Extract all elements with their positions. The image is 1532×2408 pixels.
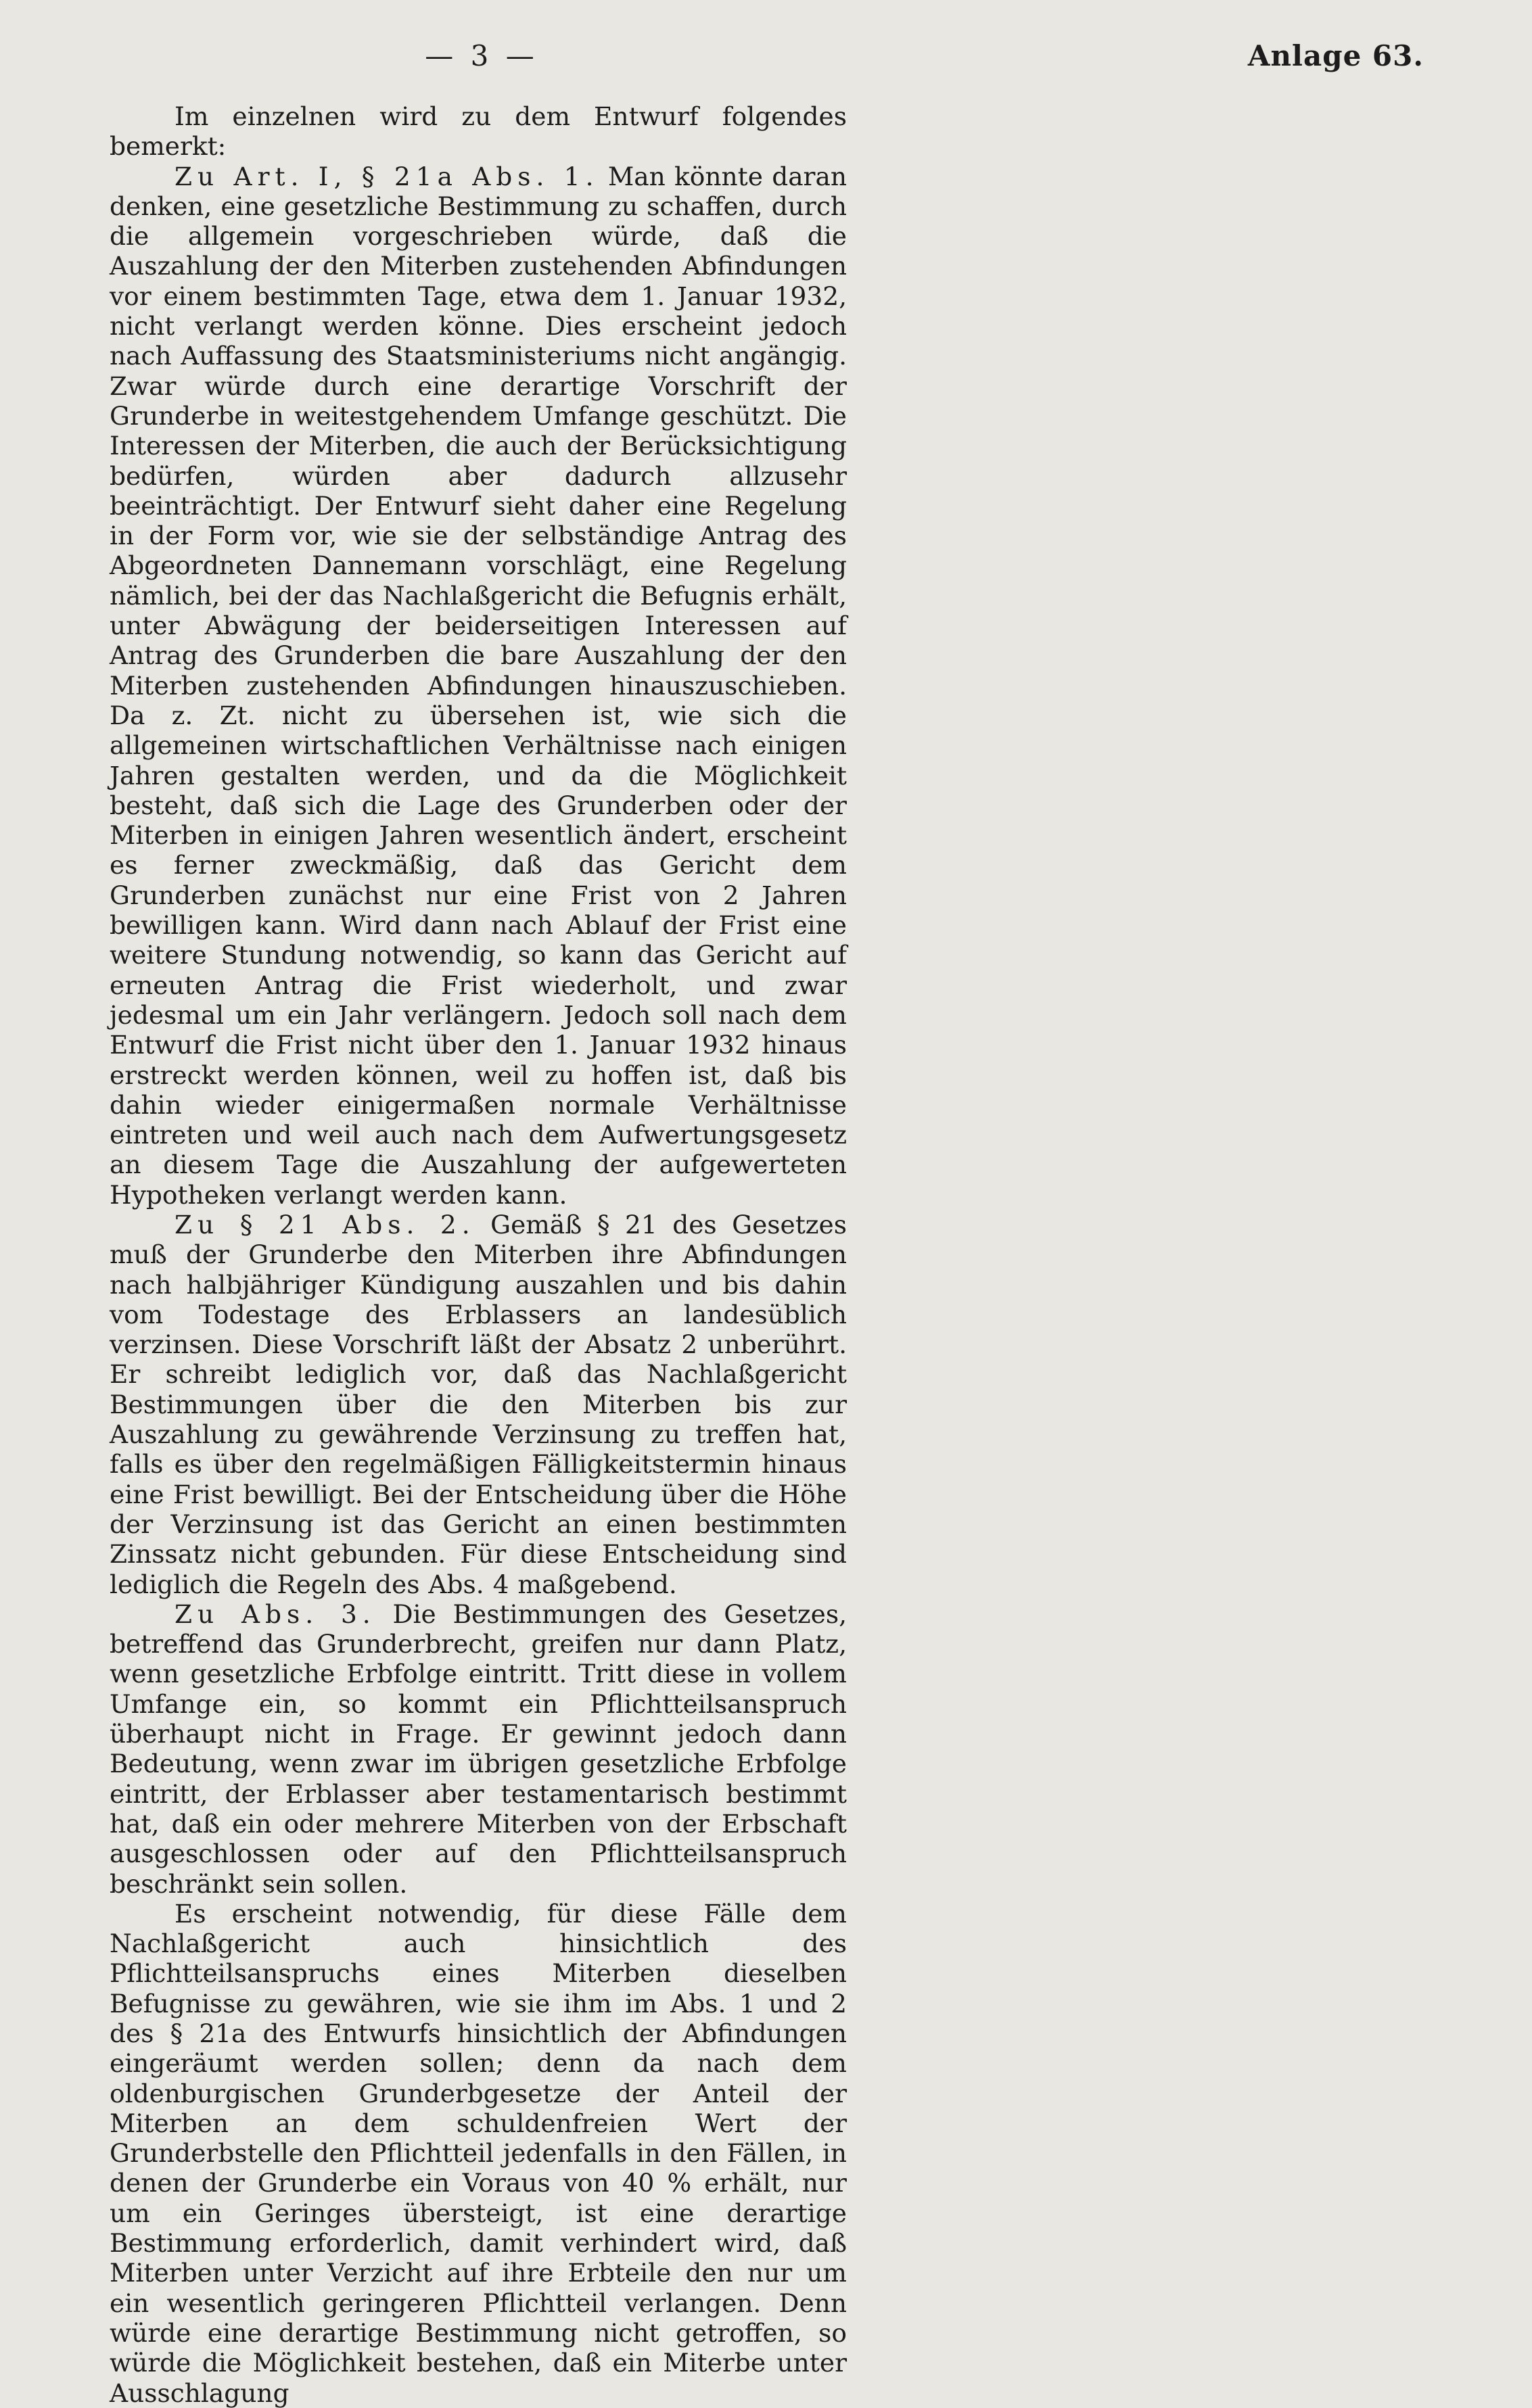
paragraph-art-1-abs-1 [110, 162, 847, 1210]
text-column [110, 101, 847, 2408]
annex-label: Anlage 63. [1247, 39, 1424, 72]
paragraph-abs-2 [110, 1210, 847, 1599]
paragraph-pflichtteil: Es erscheint notwendig, für diese Fälle dem Nachlaßgericht auch hinsichtlich des Pflichtteilsanspruchs eines Miterben dieselben Befugnisse zu gewähren, wie sie ihm im Abs. 1 und 2 des § 21a des Entwurfs hinsichtlich der Abfindungen eingeräumt werden sollen; denn da nach dem oldenburgischen Grunderbgesetze der Anteil der Miterben an dem schuldenfreien Wert der Grunderbstelle den Pflichtteil jedenfalls in den Fällen, in denen der Grunderbe ein Voraus von 40 % erhält, nur um ein Geringes übersteigt, ist eine derartige Bestimmung erforderlich, damit verhindert wird, daß Miterben unter Verzicht auf ihre Erbteile den nur um ein wesentlich geringeren Pflichtteil verlangen. Denn würde eine derartige Bestimmung nicht getroffen, so würde die Möglichkeit bestehen, daß ein Miterbe unter Ausschlagung [110, 1898, 847, 2408]
section-reference: Zu Art. I, § 21a Abs. 1. [175, 161, 599, 191]
paragraph-abs-3 [110, 1599, 847, 1899]
paragraph-text: Man könnte daran denken, eine gesetzliche Bestimmung zu schaffen, durch die allgemein vorgeschrieben würde, daß die Auszahlung der den Miterben zustehenden Abfindungen vor einem bestimmten Tage, etwa dem 1. Januar 1932, nicht verlangt werden könne. Dies erscheint jedoch nach Auffassung des Staatsministeriums nicht angängig. Zwar würde durch eine derartige Vorschrift der Grunderbe in weitestgehendem Umfange geschützt. Die Interessen der Miterben, die auch der Berücksichtigung bedürfen, würden aber dadurch allzusehr beeinträchtigt. Der Entwurf sieht daher eine Regelung in der Form vor, wie sie der selbständige Antrag des Abgeordneten Dannemann vorschlägt, eine Regelung nämlich, bei der das Nachlaßgericht die Befugnis erhält, unter Abwägung der beiderseitigen Interessen auf Antrag des Grunderben die bare Auszahlung der den Miterben zustehenden Abfindungen hinauszuschieben. Da z. Zt. nicht zu übersehen ist, wie sich die allgemeinen wirtschaftlichen Verhältnisse nach einigen Jahren gestalten werden, und da die Möglichkeit besteht, daß sich die Lage des Grunderben oder der Miterben in einigen Jahren wesentlich ändert, erscheint es ferner zweckmäßig, daß das Gericht dem Grunderben zunächst nur eine Frist von 2 Jahren bewilligen kann. Wird dann nach Ablauf der Frist eine weitere Stundung notwendig, so kann das Gericht auf erneuten Antrag die Frist wiederholt, und zwar jedesmal um ein Jahr verlängern. Jedoch soll nach dem Entwurf die Frist nicht über den 1. Januar 1932 hinaus erstreckt werden können, weil zu hoffen ist, daß bis dahin wieder einigermaßen normale Verhältnisse eintreten und weil auch nach dem Aufwertungsgesetz an diesem Tage die Auszahlung der aufgewerteten Hypotheken verlangt werden kann. [110, 161, 847, 1210]
section-reference: Zu Abs. 3. [175, 1599, 376, 1629]
section-reference: Zu § 21 Abs. 2. [175, 1209, 475, 1240]
paragraph-text: Gemäß § 21 des Gesetzes muß der Grunderbe den Miterben ihre Abfindungen nach halbjähriger Kündigung auszahlen und bis dahin vom Todestage des Erblassers an landesüblich verzinsen. Diese Vorschrift läßt der Absatz 2 unberührt. Er schreibt lediglich vor, daß das Nachlaßgericht Bestimmungen über die den Miterben bis zur Auszahlung zu gewährende Verzinsung zu treffen hat, falls es über den regelmäßigen Fälligkeitstermin hinaus eine Frist bewilligt. Bei der Entscheidung über die Höhe der Verzinsung ist das Gericht an einen bestimmten Zinssatz nicht gebunden. Für diese Entscheidung sind lediglich die Regeln des Abs. 4 maßgebend. [110, 1209, 847, 1599]
page-number: — 3 — [425, 39, 538, 72]
paragraph-text: Die Bestimmungen des Gesetzes, betreffend das Grunderbrecht, greifen nur dann Platz, wenn gesetzliche Erbfolge eintritt. Tritt diese in vollem Umfange ein, so kommt ein Pflichtteilsanspruch überhaupt nicht in Frage. Er gewinnt jedoch dann Bedeutung, wenn zwar im übrigen gesetzliche Erbfolge eintritt, der Erblasser aber testamentarisch bestimmt hat, daß ein oder mehrere Miterben von der Erbschaft ausgeschlossen oder auf den Pflichtteilsanspruch beschränkt sein sollen. [110, 1599, 847, 1899]
intro-paragraph: Im einzelnen wird zu dem Entwurf folgendes bemerkt: [110, 101, 847, 162]
